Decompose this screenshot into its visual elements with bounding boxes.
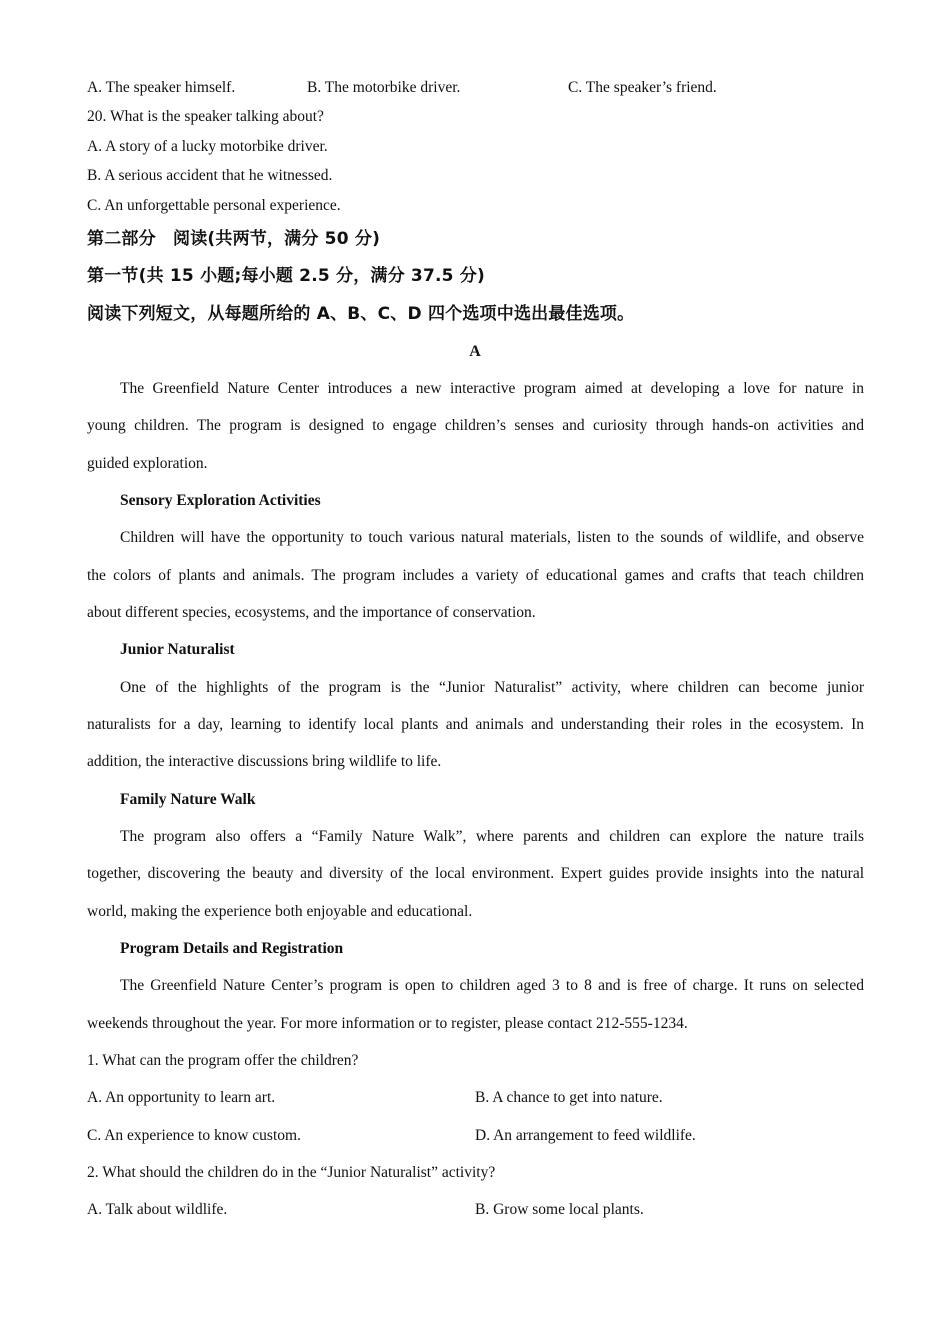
body-line: The program also offers a “Family Nature Walk”, where parents and children can explore the nature trails bbox=[120, 828, 864, 845]
body-line: Children will have the opportunity to touch various natural materials, listen to the sounds of wildlife, and observe bbox=[120, 529, 864, 546]
q1-option-d: D. An arrangement to feed wildlife. bbox=[475, 1127, 696, 1144]
body-line: One of the highlights of the program is the “Junior Naturalist” activity, where children can become junior bbox=[120, 679, 864, 696]
q1-option-a: A. An opportunity to learn art. bbox=[87, 1089, 276, 1106]
body-line: addition, the interactive discussions bring wildlife to life. bbox=[87, 753, 442, 770]
section-heading-junior-naturalist: Junior Naturalist bbox=[120, 641, 235, 658]
body-line: naturalists for a day, learning to identify local plants and animals and understanding their roles in the ecosystem. In bbox=[87, 716, 864, 733]
q1-option-c: C. An experience to know custom. bbox=[87, 1127, 301, 1144]
body-line: together, discovering the beauty and diversity of the local environment. Expert guides provide insights into the natural bbox=[87, 865, 864, 882]
section-heading-family-walk: Family Nature Walk bbox=[120, 791, 256, 808]
body-line: the colors of plants and animals. The program includes a variety of educational games and crafts that teach children bbox=[87, 567, 864, 584]
q20-question: 20. What is the speaker talking about? bbox=[87, 108, 324, 125]
section-heading-program-details: Program Details and Registration bbox=[120, 940, 344, 957]
q2-option-b: B. Grow some local plants. bbox=[475, 1201, 644, 1218]
instruction: 阅读下列短文，从每题所给的 A、B、C、D 四个选项中选出最佳选项。 bbox=[87, 304, 635, 324]
body-line: The Greenfield Nature Center’s program is open to children aged 3 to 8 and is free of charge. It runs on selected bbox=[120, 977, 864, 994]
intro-line: The Greenfield Nature Center introduces a new interactive program aimed at developing a love for nature in bbox=[120, 380, 864, 397]
part2-header: 第二部分 阅读(共两节，满分 50 分) bbox=[87, 229, 381, 249]
question-2: 2. What should the children do in the “Junior Naturalist” activity? bbox=[87, 1164, 496, 1181]
body-line: about different species, ecosystems, and the importance of conservation. bbox=[87, 604, 536, 621]
q2-option-a: A. Talk about wildlife. bbox=[87, 1201, 228, 1218]
q19-option-b: B. The motorbike driver. bbox=[307, 79, 461, 96]
question-1: 1. What can the program offer the children? bbox=[87, 1052, 359, 1069]
body-line: weekends throughout the year. For more information or to register, please contact 212-555-1234. bbox=[87, 1015, 688, 1032]
q1-option-b: B. A chance to get into nature. bbox=[475, 1089, 663, 1106]
section-heading-sensory: Sensory Exploration Activities bbox=[120, 492, 321, 509]
q19-option-a: A. The speaker himself. bbox=[87, 79, 236, 96]
body-line: world, making the experience both enjoyable and educational. bbox=[87, 903, 473, 920]
passage-letter: A bbox=[469, 343, 481, 360]
intro-line: young children. The program is designed to engage children’s senses and curiosity through hands-on activities and bbox=[87, 417, 864, 434]
q19-option-c: C. The speaker’s friend. bbox=[568, 79, 717, 96]
q20-option-b: B. A serious accident that he witnessed. bbox=[87, 167, 333, 184]
q20-option-a: A. A story of a lucky motorbike driver. bbox=[87, 138, 328, 155]
q20-option-c: C. An unforgettable personal experience. bbox=[87, 197, 341, 214]
intro-line: guided exploration. bbox=[87, 455, 208, 472]
section1-header: 第一节(共 15 小题;每小题 2.5 分，满分 37.5 分) bbox=[87, 266, 485, 286]
